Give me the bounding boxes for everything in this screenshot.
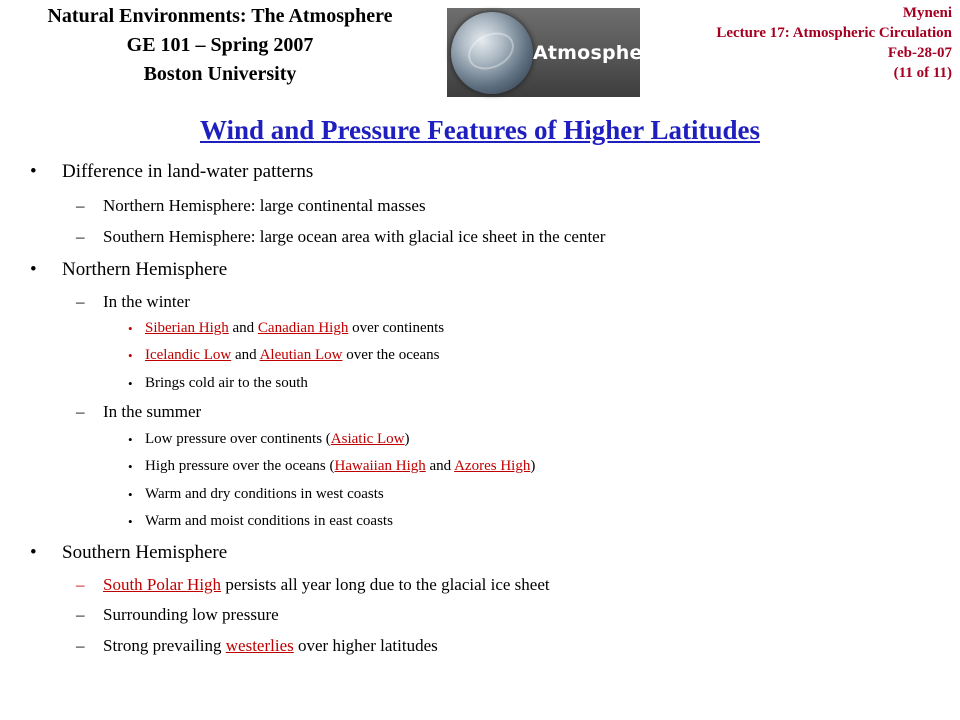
link-canadian-high[interactable]: Canadian High [257, 320, 349, 336]
page-number: (11 of 11) [893, 65, 952, 81]
slide-title [0, 115, 960, 146]
text-fragment: and [228, 320, 258, 336]
bullet-dot-icon: • [128, 321, 133, 336]
bullet-dot-icon: • [128, 487, 133, 502]
list-item-text [145, 431, 410, 448]
bullet-dot-icon: • [128, 376, 133, 391]
list-item-text: In the winter [103, 292, 190, 311]
link-azores-high[interactable]: Azores High [454, 458, 531, 474]
list-item-text: Surrounding low pressure [103, 605, 279, 624]
bullet-dot-icon: • [128, 514, 133, 529]
link-westerlies[interactable]: westerlies [225, 636, 294, 655]
dash-icon: – [76, 402, 85, 421]
text-fragment: and [231, 347, 260, 363]
bullet-dot-icon: • [30, 259, 37, 280]
list-item-text [103, 575, 550, 595]
bullet-dot-icon: • [128, 348, 133, 363]
list-item-text: In the summer [103, 402, 202, 421]
slide-title-text: Wind and Pressure Features of Higher Latitudes [199, 115, 761, 145]
link-asiatic-low[interactable]: Asiatic Low [330, 431, 405, 447]
link-siberian-high[interactable]: Siberian High [145, 320, 229, 336]
text-fragment: over continents [348, 320, 445, 336]
link-icelandic-low[interactable]: Icelandic Low [145, 347, 232, 363]
text-fragment: ) [530, 458, 536, 474]
list-item-text: Difference in land-water patterns [62, 161, 314, 182]
dash-icon: – [76, 292, 85, 311]
course-title: Natural Environments: The Atmosphere [47, 5, 393, 27]
dash-icon: – [76, 227, 85, 246]
text-fragment: over the oceans [342, 347, 440, 363]
list-item-text [145, 347, 440, 364]
course-university: Boston University [143, 63, 297, 85]
dash-icon: – [76, 575, 85, 594]
bullet-dot-icon: • [30, 161, 37, 182]
list-item-text: Northern Hemisphere [62, 259, 228, 280]
list-item-text: Brings cold air to the south [145, 375, 308, 391]
atmosphere-logo [447, 8, 666, 97]
text-fragment: persists all year long due to the glacial ice sheet [221, 575, 550, 594]
text-fragment: Low pressure over continents ( [145, 431, 331, 447]
dash-icon: – [76, 605, 85, 624]
list-item-text: Northern Hemisphere: large continental masses [103, 196, 426, 215]
list-item-text: Southern Hemisphere [62, 542, 228, 563]
text-fragment: ) [404, 431, 410, 447]
list-item-text [145, 458, 535, 475]
dash-icon: – [76, 196, 85, 215]
logo-text: Atmosphere [533, 42, 666, 64]
bullet-dot-icon: • [128, 459, 133, 474]
text-fragment: High pressure over the oceans ( [145, 458, 335, 474]
list-item-text: Warm and dry conditions in west coasts [145, 486, 384, 502]
text-fragment: and [425, 458, 455, 474]
list-item-text [103, 636, 438, 656]
dash-icon: – [76, 636, 85, 655]
link-aleutian-low[interactable]: Aleutian Low [259, 347, 343, 363]
list-item-text [145, 320, 444, 337]
bullet-dot-icon: • [30, 542, 37, 563]
list-item-text: Warm and moist conditions in east coasts [145, 513, 393, 529]
text-fragment: over higher latitudes [293, 636, 438, 655]
link-south-polar-high[interactable]: South Polar High [103, 575, 222, 594]
link-hawaiian-high[interactable]: Hawaiian High [334, 458, 426, 474]
instructor-name: Myneni [902, 5, 952, 21]
course-header [0, 2, 440, 89]
lecture-date: Feb-28-07 [887, 45, 952, 61]
globe-icon [451, 12, 533, 94]
bullet-dot-icon: • [128, 432, 133, 447]
list-item-text: Southern Hemisphere: large ocean area with glacial ice sheet in the center [103, 227, 606, 246]
lecture-header [716, 3, 952, 83]
lecture-title: Lecture 17: Atmospheric Circulation [716, 25, 952, 41]
course-term: GE 101 – Spring 2007 [126, 34, 314, 56]
text-fragment: Strong prevailing [103, 636, 226, 655]
